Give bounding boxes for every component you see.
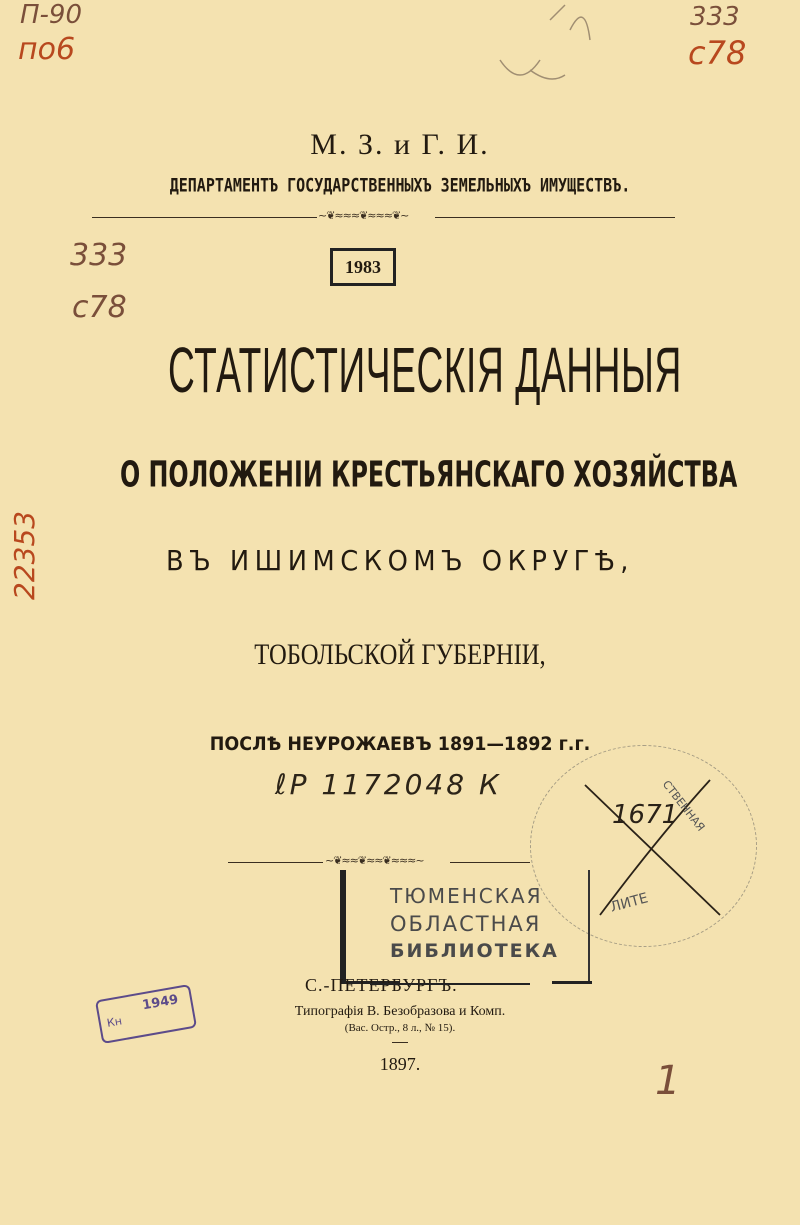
stamp-scrawl: 1671 <box>612 800 679 830</box>
handwritten-number-top-right: 333 <box>690 2 740 32</box>
subtitle-line: О ПОЛОЖЕНІИ КРЕСТЬЯНСКАГО ХОЗЯЙСТВА <box>120 454 738 496</box>
header-rule-right <box>435 217 675 218</box>
period-line: ПОСЛѢ НЕУРОЖАЕВЪ 1891—1892 г.г. <box>209 733 591 755</box>
imprint-city: С.-ПЕТЕРБУРГЪ. <box>305 975 458 995</box>
header-rule-left <box>92 217 317 218</box>
catalog-number-box <box>330 248 396 286</box>
acquisition-stamp <box>95 984 197 1044</box>
imprint-year: 1897. <box>379 1054 421 1074</box>
acquisition-stamp-label: Кн <box>105 1014 123 1030</box>
library-stamp-line-2: ОБЛАСТНАЯ <box>390 912 542 936</box>
library-stamp-line-1: ТЮМЕНСКАЯ <box>390 884 543 908</box>
header-ornament-icon: ~❦≈≈≈❦≈≈≈❦~ <box>318 209 409 222</box>
catalog-number: 1983 <box>345 256 381 277</box>
cross-out-mark-icon <box>580 775 730 925</box>
library-stamp-line-3: БИБЛИОТЕКА <box>390 940 559 962</box>
lower-rule-left <box>228 862 323 863</box>
imprint-city-rule <box>370 983 530 985</box>
ministry-heading: М. З. и Г. И. <box>310 128 490 161</box>
handwritten-code-top-left: по6 <box>18 32 76 67</box>
circle-stamp-text-2: ЛИТЕ <box>608 890 650 916</box>
stamp-border-bottom-right <box>552 981 592 984</box>
imprint-address: (Вас. Остр., 8 л., № 15). <box>344 1022 456 1034</box>
handwritten-vertical-number: 22353 <box>8 510 41 600</box>
circle-stamp-text: СТВЕННАЯ <box>659 778 708 834</box>
imprint-divider <box>392 1042 408 1043</box>
inventory-number: ℓР 1172048 К <box>275 768 502 801</box>
lower-ornament-icon: ~❦≈≈❦≈≈❦≈≈≈~ <box>325 854 424 867</box>
handwritten-shelfmark-top-left: П-90 <box>20 0 83 30</box>
province-line: ТОБОЛЬСКОЙ ГУБЕРНІИ, <box>254 638 546 671</box>
handwritten-code-top-right: с78 <box>688 34 747 72</box>
handwritten-code-margin: с78 <box>72 290 127 325</box>
acquisition-stamp-year: 1949 <box>141 992 180 1014</box>
department-heading: ДЕПАРТАМЕНТЪ ГОСУДАРСТВЕННЫХЪ ЗЕМЕЛЬНЫХЪ ИМУЩЕСТВЪ. <box>169 173 631 197</box>
main-title: СТАТИСТИЧЕСКІЯ ДАННЫЯ <box>168 334 682 406</box>
pencil-scribble-icon <box>490 0 600 95</box>
imprint-printer: Типографія В. Безобразова и Комп. <box>294 1004 506 1019</box>
district-line: ВЪ ИШИМСКОМЪ ОКРУГѢ, <box>166 544 634 577</box>
lower-rule-right <box>450 862 530 863</box>
handwritten-mark-bottom-right: 1 <box>655 1058 681 1104</box>
handwritten-number-margin: 333 <box>70 238 128 273</box>
